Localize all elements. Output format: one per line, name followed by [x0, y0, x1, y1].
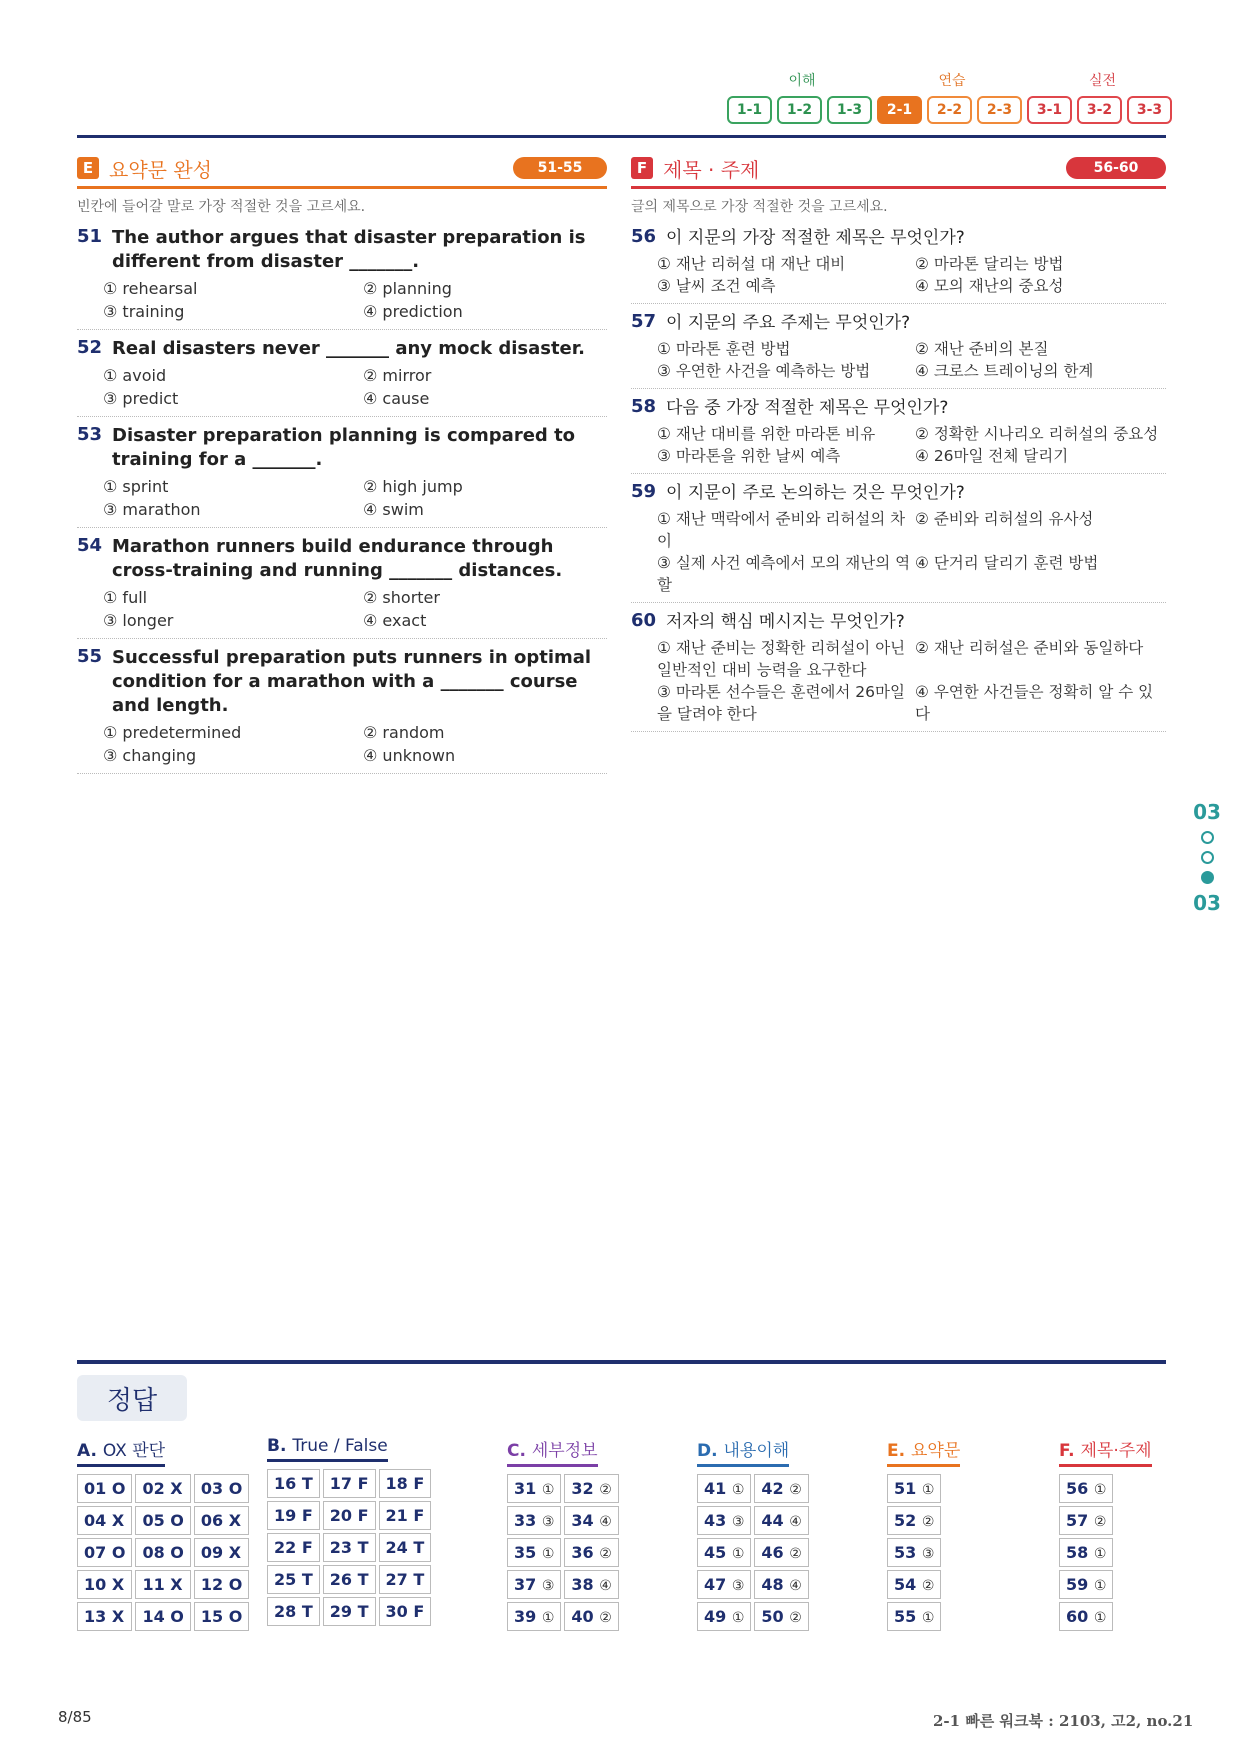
question-number: 53	[77, 424, 103, 445]
answer-choice: ①	[731, 1482, 745, 1498]
answer-choice: ①	[731, 1610, 745, 1626]
question-58	[631, 396, 1166, 474]
level-tab-2-3[interactable]: 2-3	[977, 96, 1022, 124]
answer-cell: 29 T	[323, 1597, 376, 1626]
answer-cell: 18 F	[379, 1469, 432, 1498]
option-2[interactable]: ② random	[363, 723, 445, 742]
question-52	[77, 337, 607, 417]
answer-choice: ①	[921, 1482, 935, 1498]
option-4[interactable]: ④ 26마일 전체 달리기	[915, 447, 1069, 465]
answer-group-prefix: E.	[887, 1441, 906, 1461]
question-number: 54	[77, 535, 103, 556]
answer-cell: 23 T	[323, 1533, 376, 1562]
answer-cell	[887, 1570, 941, 1599]
answer-group-prefix: A.	[77, 1441, 97, 1461]
question-options	[657, 508, 1166, 596]
page-number: 8/85	[58, 1708, 92, 1726]
answer-cell: 28 T	[267, 1597, 320, 1626]
answer-number: 32	[571, 1479, 594, 1498]
option-2[interactable]: ② mirror	[363, 366, 432, 385]
answer-choice: ②	[599, 1482, 612, 1498]
option-3[interactable]: ③ 날씨 조건 예측	[657, 277, 776, 295]
progress-dot	[1201, 871, 1214, 884]
answer-number: 60	[1066, 1607, 1089, 1626]
answer-group-name: OX 판단	[102, 1441, 166, 1461]
answer-number: 47	[704, 1575, 727, 1594]
answer-cell: 06 X	[194, 1506, 249, 1535]
answer-number: 59	[1066, 1575, 1089, 1594]
option-3[interactable]: ③ 마라톤 선수들은 훈련에서 26마일을 달려야 한다	[657, 683, 905, 723]
question-stem-line	[631, 396, 1166, 420]
question-options	[657, 338, 1166, 382]
option-3[interactable]: ③ predict	[103, 389, 179, 408]
answer-choice: ②	[921, 1578, 935, 1594]
answer-table	[694, 1471, 812, 1634]
answer-group-prefix: F.	[1059, 1441, 1075, 1461]
question-number: 57	[631, 311, 657, 332]
answer-choice: ③	[541, 1514, 555, 1530]
level-tab-3-2[interactable]: 3-2	[1077, 96, 1122, 124]
answer-number: 40	[571, 1607, 594, 1626]
answer-number: 58	[1066, 1543, 1089, 1562]
option-2[interactable]: ② 준비와 리허설의 유사성	[915, 510, 1094, 528]
answer-number: 44	[761, 1511, 784, 1530]
level-tab-2-2[interactable]: 2-2	[927, 96, 972, 124]
option-1[interactable]: ① 재난 리허설 대 재난 대비	[657, 255, 846, 273]
option-2[interactable]: ② 재난 리허설은 준비와 동일하다	[915, 639, 1144, 657]
section-e-title: 요약문 완성	[109, 158, 212, 182]
answer-cell	[887, 1602, 941, 1631]
answer-cell: 13 X	[77, 1602, 132, 1631]
level-tab-1-1[interactable]: 1-1	[727, 96, 772, 124]
option-1[interactable]: ① sprint	[103, 477, 169, 496]
answer-number: 53	[894, 1543, 917, 1562]
question-number: 55	[77, 646, 103, 667]
option-4[interactable]: ④ 단거리 달리기 훈련 방법	[915, 554, 1099, 572]
level-tab-3-3[interactable]: 3-3	[1127, 96, 1172, 124]
answer-group-name: 요약문	[911, 1441, 961, 1461]
question-56	[631, 226, 1166, 304]
answer-cell: 10 X	[77, 1570, 132, 1599]
answer-number: 39	[514, 1607, 537, 1626]
answer-choice: ④	[599, 1578, 612, 1594]
answer-group-title	[887, 1436, 960, 1467]
answer-cell: 02 X	[135, 1474, 190, 1503]
question-stem-line	[77, 535, 607, 583]
answer-choice: ④	[599, 1514, 612, 1530]
answer-number: 56	[1066, 1479, 1089, 1498]
option-1[interactable]: ① avoid	[103, 366, 167, 385]
answer-choice: ①	[541, 1546, 555, 1562]
answer-number: 45	[704, 1543, 727, 1562]
answer-choice: ①	[1093, 1578, 1107, 1594]
option-3[interactable]: ③ changing	[103, 746, 197, 765]
question-stem-line	[631, 481, 1166, 505]
section-f-rule	[631, 186, 1166, 189]
question-stem: 저자의 핵심 메시지는 무엇인가?	[666, 612, 905, 632]
answer-number: 54	[894, 1575, 917, 1594]
answer-group-1	[77, 1436, 252, 1634]
option-2[interactable]: ② 정확한 시나리오 리허설의 중요성	[915, 425, 1159, 443]
answer-cell	[564, 1506, 618, 1535]
answer-cell	[697, 1602, 751, 1631]
answer-cell: 30 F	[379, 1597, 432, 1626]
question-53	[77, 424, 607, 528]
level-tab-1-2[interactable]: 1-2	[777, 96, 822, 124]
answer-choice: ①	[1093, 1546, 1107, 1562]
answer-cell	[754, 1474, 808, 1503]
question-options	[103, 586, 607, 632]
answer-number: 43	[704, 1511, 727, 1530]
section-e-questions	[77, 226, 607, 781]
section-e-header	[77, 153, 607, 193]
answer-cell	[564, 1538, 618, 1567]
answer-cell	[754, 1538, 808, 1567]
answer-cell	[1059, 1474, 1113, 1503]
answer-cell: 24 T	[379, 1533, 432, 1562]
answer-cell	[1059, 1506, 1113, 1535]
answer-number: 51	[894, 1479, 917, 1498]
option-1[interactable]: ① 재난 맥락에서 준비와 리허설의 차이	[657, 510, 906, 550]
answer-cell: 11 X	[135, 1570, 190, 1599]
answer-choice: ③	[731, 1578, 745, 1594]
answer-choice: ③	[541, 1578, 555, 1594]
answer-cell	[697, 1570, 751, 1599]
section-e-instruction: 빈칸에 들어갈 말로 가장 적절한 것을 고르세요.	[77, 199, 366, 215]
question-55	[77, 646, 607, 774]
answer-number: 52	[894, 1511, 917, 1530]
question-stem-line	[77, 226, 607, 274]
answer-number: 50	[761, 1607, 784, 1626]
answer-choice: ②	[921, 1514, 935, 1530]
answer-table	[884, 1471, 944, 1634]
option-1[interactable]: ① 재난 대비를 위한 마라톤 비유	[657, 425, 876, 443]
answer-group-title	[697, 1436, 789, 1467]
answer-group-6	[1059, 1436, 1152, 1634]
section-e-range: 51-55	[513, 157, 607, 179]
answer-number: 34	[571, 1511, 594, 1530]
answer-group-name: 내용이해	[723, 1441, 790, 1461]
section-f-instruction: 글의 제목으로 가장 적절한 것을 고르세요.	[631, 199, 888, 215]
option-4[interactable]: ④ unknown	[363, 746, 456, 765]
answer-cell	[1059, 1602, 1113, 1631]
question-60	[631, 610, 1166, 732]
answer-cell	[887, 1506, 941, 1535]
answer-number: 55	[894, 1607, 917, 1626]
progress-top-label: 03	[1193, 800, 1221, 824]
answer-cell: 25 T	[267, 1565, 320, 1594]
option-4[interactable]: ④ cause	[363, 389, 430, 408]
answer-number: 46	[761, 1543, 784, 1562]
answer-cell: 15 O	[194, 1602, 249, 1631]
option-3[interactable]: ③ 우연한 사건을 예측하는 방법	[657, 362, 871, 380]
question-stem: Successful preparation puts runners in optimal condition for a marathon with a _______ course and length.	[112, 647, 592, 716]
option-2[interactable]: ② shorter	[363, 588, 440, 607]
progress-dot	[1201, 831, 1214, 844]
answer-cell	[887, 1538, 941, 1567]
answer-choice: ③	[921, 1546, 935, 1562]
option-2[interactable]: ② 재난 준비의 본질	[915, 340, 1049, 358]
answer-table	[264, 1466, 434, 1629]
answer-group-title	[267, 1436, 388, 1462]
answer-choice: ③	[731, 1514, 745, 1530]
top-divider	[77, 135, 1166, 138]
answer-group-title	[77, 1436, 165, 1467]
option-1[interactable]: ① predetermined	[103, 723, 242, 742]
answer-table	[1056, 1471, 1116, 1634]
section-f-range: 56-60	[1066, 157, 1166, 179]
answer-number: 35	[514, 1543, 537, 1562]
question-stem: 이 지문의 주요 주제는 무엇인가?	[666, 313, 911, 333]
answer-group-prefix: C.	[507, 1441, 526, 1461]
answer-group-2	[267, 1436, 434, 1629]
option-2[interactable]: ② high jump	[363, 477, 463, 496]
answer-cell: 12 O	[194, 1570, 249, 1599]
option-3[interactable]: ③ longer	[103, 611, 174, 630]
page-progress-indicator	[1187, 800, 1227, 915]
answer-cell: 09 X	[194, 1538, 249, 1567]
question-number: 51	[77, 226, 103, 247]
answer-cell: 05 O	[135, 1506, 190, 1535]
answer-cell: 26 T	[323, 1565, 376, 1594]
question-stem: Real disasters never _______ any mock disaster.	[112, 338, 585, 359]
question-number: 60	[631, 610, 657, 631]
answer-table	[74, 1471, 252, 1634]
answer-choice: ②	[789, 1610, 802, 1626]
question-options	[657, 423, 1166, 467]
answer-group-name: True / False	[292, 1436, 388, 1456]
answer-group-prefix: B.	[267, 1436, 287, 1456]
answer-number: 37	[514, 1575, 537, 1594]
answer-number: 33	[514, 1511, 537, 1530]
question-stem: The author argues that disaster preparation is different from disaster _______.	[112, 227, 586, 272]
answers-divider	[77, 1360, 1166, 1364]
answer-number: 42	[761, 1479, 784, 1498]
level-group-label: 실전	[1088, 73, 1117, 89]
question-stem: 이 지문이 주로 논의하는 것은 무엇인가?	[666, 483, 965, 503]
answer-cell: 19 F	[267, 1501, 320, 1530]
question-51	[77, 226, 607, 330]
answer-cell: 04 X	[77, 1506, 132, 1535]
option-3[interactable]: ③ training	[103, 302, 185, 321]
answer-cell	[507, 1602, 561, 1631]
answer-cell	[507, 1474, 561, 1503]
option-2[interactable]: ② 마라톤 달리는 방법	[915, 255, 1064, 273]
question-57	[631, 311, 1166, 389]
answer-cell	[887, 1474, 941, 1503]
answer-cell: 27 T	[379, 1565, 432, 1594]
question-stem-line	[631, 311, 1166, 335]
option-3[interactable]: ③ 실제 사건 예측에서 모의 재난의 역할	[657, 554, 911, 594]
level-group-label: 이해	[788, 73, 816, 89]
answer-cell	[564, 1602, 618, 1631]
question-number: 52	[77, 337, 103, 358]
answer-cell	[697, 1474, 751, 1503]
progress-dot	[1201, 851, 1214, 864]
answer-group-4	[697, 1436, 812, 1634]
answer-group-5	[887, 1436, 960, 1634]
question-options	[103, 277, 607, 323]
level-tab-2-1[interactable]: 2-1	[877, 96, 922, 124]
answer-cell	[697, 1506, 751, 1535]
question-number: 58	[631, 396, 657, 417]
answer-cell	[507, 1538, 561, 1567]
option-4[interactable]: ④ swim	[363, 500, 424, 519]
progress-bottom-label: 03	[1193, 891, 1221, 915]
option-4[interactable]: ④ 우연한 사건들은 정확히 알 수 있다	[915, 683, 1154, 723]
option-4[interactable]: ④ exact	[363, 611, 427, 630]
answer-choice: ②	[599, 1546, 612, 1562]
option-1[interactable]: ① 마라톤 훈련 방법	[657, 340, 791, 358]
question-number: 59	[631, 481, 657, 502]
option-1[interactable]: ① 재난 준비는 정확한 리허설이 아닌 일반적인 대비 능력을 요구한다	[657, 639, 906, 679]
answer-number: 57	[1066, 1511, 1089, 1530]
question-stem-line	[77, 424, 607, 472]
question-options	[657, 637, 1166, 725]
answer-cell	[754, 1570, 808, 1599]
answer-cell	[1059, 1538, 1113, 1567]
answer-cell	[697, 1538, 751, 1567]
answer-choice: ②	[599, 1610, 612, 1626]
answer-number: 49	[704, 1607, 727, 1626]
option-3[interactable]: ③ 마라톤을 위한 날씨 예측	[657, 447, 841, 465]
answer-cell: 22 F	[267, 1533, 320, 1562]
option-4[interactable]: ④ 모의 재난의 중요성	[915, 277, 1064, 295]
section-f-letter: F	[631, 157, 653, 179]
answer-choice: ①	[1093, 1610, 1107, 1626]
question-number: 56	[631, 226, 657, 247]
question-options	[103, 475, 607, 521]
answer-choice: ②	[1093, 1514, 1107, 1530]
answer-cell: 21 F	[379, 1501, 432, 1530]
question-stem: 다음 중 가장 적절한 제목은 무엇인가?	[666, 398, 949, 418]
level-tabs	[727, 70, 1178, 126]
option-3[interactable]: ③ marathon	[103, 500, 201, 519]
question-options	[657, 253, 1166, 297]
option-1[interactable]: ① full	[103, 588, 148, 607]
answer-cell: 03 O	[194, 1474, 249, 1503]
answer-number: 36	[571, 1543, 594, 1562]
option-2[interactable]: ② planning	[363, 279, 452, 298]
question-stem: Disaster preparation planning is compared to training for a _______.	[112, 425, 576, 470]
answer-choice: ①	[731, 1546, 745, 1562]
question-stem-line	[77, 646, 607, 718]
answer-cell	[564, 1570, 618, 1599]
option-1[interactable]: ① rehearsal	[103, 279, 198, 298]
answer-cell: 14 O	[135, 1602, 190, 1631]
question-59	[631, 481, 1166, 603]
answer-group-title	[1059, 1436, 1152, 1467]
footer-text: 2-1 빠른 워크북 : 2103, 고2, no.21	[933, 1712, 1194, 1730]
answer-number: 38	[571, 1575, 594, 1594]
answers-title: 정답	[77, 1375, 187, 1421]
answer-choice: ①	[1093, 1482, 1107, 1498]
answer-number: 41	[704, 1479, 727, 1498]
level-group-label: 연습	[938, 73, 966, 89]
question-options	[103, 721, 607, 767]
option-4[interactable]: ④ 크로스 트레이닝의 한계	[915, 362, 1094, 380]
section-f-title: 제목 · 주제	[663, 158, 760, 182]
answer-cell	[507, 1506, 561, 1535]
answer-number: 31	[514, 1479, 537, 1498]
answer-cell	[754, 1602, 808, 1631]
level-tab-1-3[interactable]: 1-3	[827, 96, 872, 124]
answer-group-name: 제목·주제	[1080, 1441, 1152, 1461]
answer-choice: ①	[921, 1610, 935, 1626]
answer-choice: ④	[789, 1514, 802, 1530]
level-tab-3-1[interactable]: 3-1	[1027, 96, 1072, 124]
question-options	[103, 364, 607, 410]
answer-cell	[564, 1474, 618, 1503]
section-f-header	[631, 153, 1166, 193]
answer-group-title	[507, 1436, 598, 1467]
answer-cell	[507, 1570, 561, 1599]
answer-choice: ②	[789, 1482, 802, 1498]
question-stem: 이 지문의 가장 적절한 제목은 무엇인가?	[666, 228, 965, 248]
section-f-questions	[631, 226, 1166, 739]
section-e-letter: E	[77, 157, 99, 179]
question-stem-line	[631, 610, 1166, 634]
answer-group-3	[507, 1436, 622, 1634]
answer-cell: 08 O	[135, 1538, 190, 1567]
question-stem: Marathon runners build endurance through cross-training and running _______ distances.	[112, 536, 563, 581]
answer-cell	[1059, 1570, 1113, 1599]
answer-number: 48	[761, 1575, 784, 1594]
answer-cell	[754, 1506, 808, 1535]
question-stem-line	[77, 337, 607, 361]
answer-choice: ①	[541, 1610, 555, 1626]
answer-group-name: 세부정보	[531, 1441, 598, 1461]
question-stem-line	[631, 226, 1166, 250]
answer-cell: 16 T	[267, 1469, 320, 1498]
answer-cell: 17 F	[323, 1469, 376, 1498]
answer-cell: 20 F	[323, 1501, 376, 1530]
answer-choice: ④	[789, 1578, 802, 1594]
answer-choice: ①	[541, 1482, 555, 1498]
answer-cell: 01 O	[77, 1474, 132, 1503]
section-e-rule	[77, 186, 607, 189]
option-4[interactable]: ④ prediction	[363, 302, 463, 321]
answer-group-prefix: D.	[697, 1441, 718, 1461]
answer-table	[504, 1471, 622, 1634]
answer-choice: ②	[789, 1546, 802, 1562]
answer-cell: 07 O	[77, 1538, 132, 1567]
question-54	[77, 535, 607, 639]
